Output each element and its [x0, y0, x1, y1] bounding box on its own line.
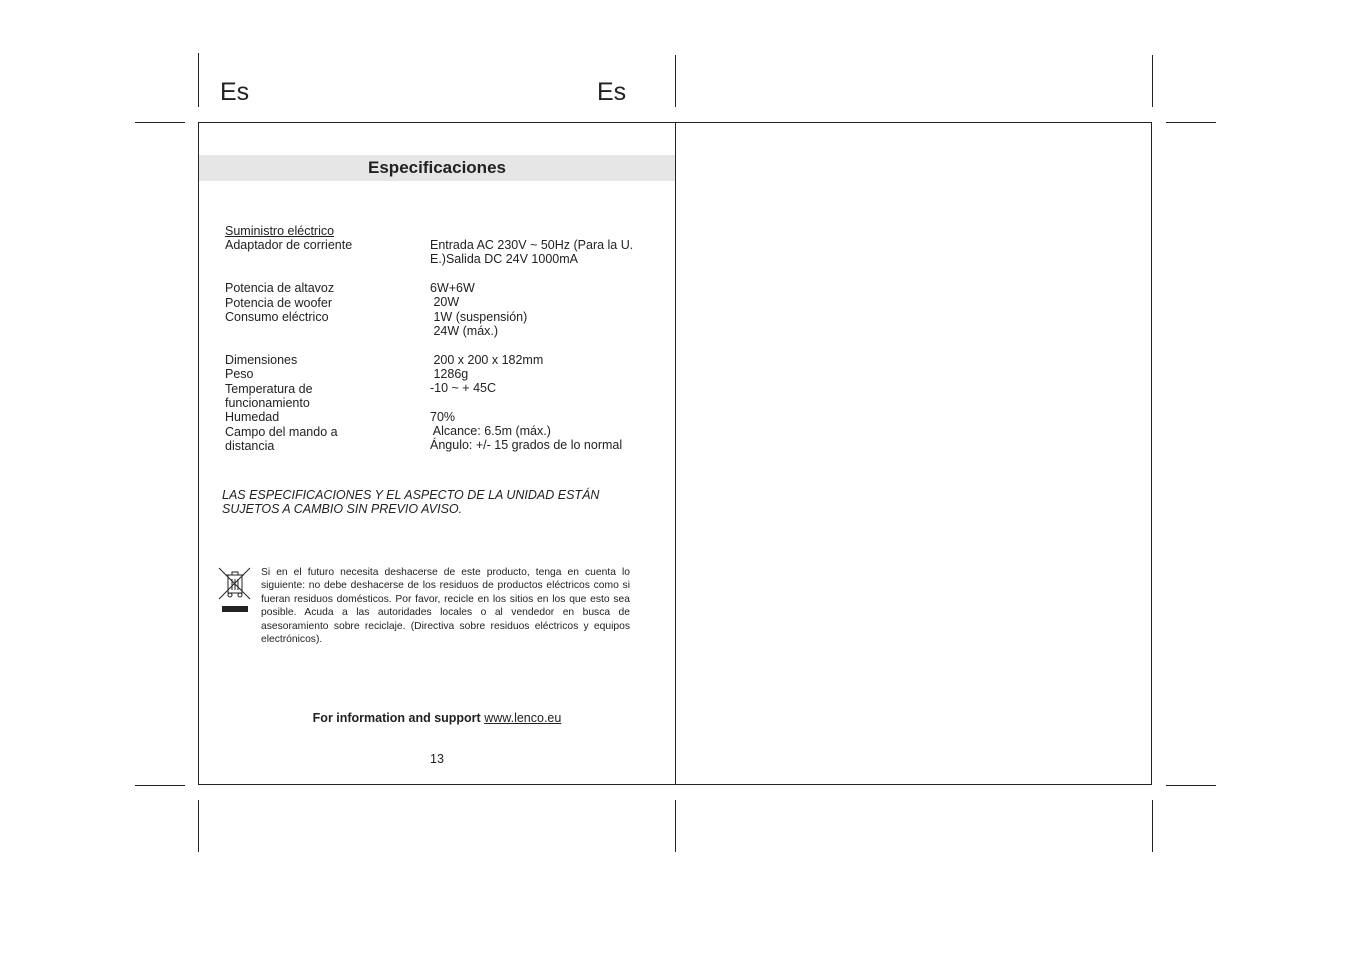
spec-label-consumption: Consumo eléctrico: [225, 310, 329, 324]
crop-mark: [198, 800, 199, 852]
crop-mark: [1166, 122, 1216, 123]
spec-value-dimensions: 200 x 200 x 182mm: [430, 353, 544, 367]
spec-value-remote-angle: Ángulo: +/- 15 grados de lo normal: [430, 438, 623, 452]
spec-label-remote-range: Campo del mando a: [225, 425, 338, 439]
support-link[interactable]: www.lenco.eu: [484, 711, 562, 725]
section-title: Especificaciones: [368, 158, 506, 177]
crop-mark: [675, 800, 676, 852]
spec-value-adapter: E.)Salida DC 24V 1000mA: [430, 252, 578, 266]
weee-disposal-text: Si en el futuro necesita deshacerse de este producto, tenga en cuenta lo siguiente: no debe deshacerse de los residuos de productos eléctricos como si fueran residuos domésticos. Por favor, recicle en los sitios en los que esto sea posible. Acuda a las autoridades locales o al vendedor en busca de asesoramiento sobre reciclaje. (Directiva sobre residuos eléctricos y equipos electrónicos).: [261, 567, 630, 646]
page-number: 13: [430, 752, 444, 766]
spec-value-remote-range: Alcance: 6.5m (máx.): [430, 424, 551, 438]
crop-mark: [1152, 800, 1153, 852]
page-divider: [675, 122, 676, 785]
spec-label-dimensions: Dimensiones: [225, 353, 298, 367]
spec-heading-power-supply: Suministro eléctrico: [225, 224, 335, 238]
crop-mark: [135, 122, 185, 123]
notice-line: SUJETOS A CAMBIO SIN PREVIO AVISO.: [222, 502, 463, 517]
spec-value-consumption: 24W (máx.): [430, 324, 499, 338]
notice-line: LAS ESPECIFICACIONES Y EL ASPECTO DE LA UNIDAD ESTÁN: [222, 488, 600, 502]
crop-mark: [675, 55, 676, 107]
spec-value-consumption: 1W (suspensión): [430, 310, 528, 324]
spec-label-speaker-power: Potencia de altavoz: [225, 281, 335, 295]
specifications-notice: [222, 488, 642, 517]
spec-value-speaker-power: 6W+6W: [430, 281, 475, 295]
spec-value-weight: 1286g: [430, 367, 469, 381]
language-label-right: Es: [597, 78, 627, 106]
spec-value-woofer-power: 20W: [430, 295, 460, 309]
spec-label-woofer-power: Potencia de woofer: [225, 296, 333, 310]
support-label: For information and support: [312, 711, 481, 725]
crop-mark: [1152, 55, 1153, 107]
spec-value-humidity: 70%: [430, 410, 456, 424]
crop-mark: [198, 53, 199, 107]
spec-label-adapter: Adaptador de corriente: [225, 238, 353, 252]
spec-label-remote-range: distancia: [225, 439, 275, 453]
spec-value-adapter: Entrada AC 230V ~ 50Hz (Para la U.: [430, 238, 634, 252]
crossed-out-wheelie-bin-icon: [218, 566, 252, 614]
crop-mark: [1166, 785, 1216, 786]
crop-mark: [135, 785, 185, 786]
spec-label-temperature: Temperatura de: [225, 382, 313, 396]
spec-label-temperature: funcionamiento: [225, 396, 310, 410]
spec-value-temperature: -10 ~ + 45C: [430, 381, 497, 395]
spec-label-humidity: Humedad: [225, 410, 280, 424]
support-line: [199, 711, 675, 725]
spec-label-weight: Peso: [225, 367, 254, 381]
language-label-left: Es: [220, 78, 250, 106]
